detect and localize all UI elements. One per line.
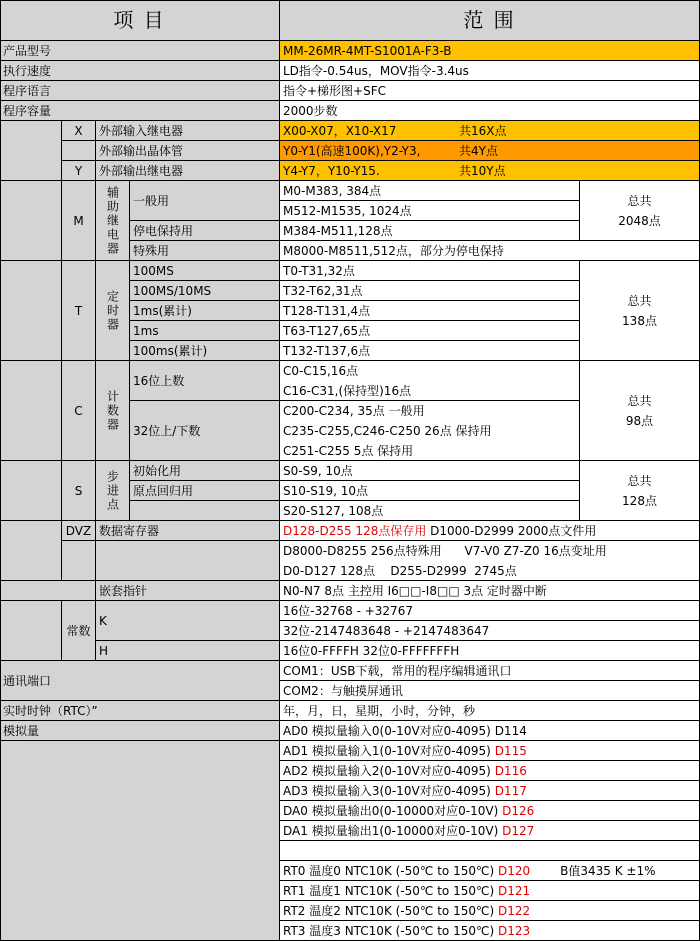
rtc-value: 年，月，日，星期，小时，分钟，秒 (280, 701, 700, 721)
lang-label: 程序语言 (0, 81, 280, 101)
t-r4: T63-T127,65点 (280, 321, 580, 341)
t-total-1: 总共 (627, 293, 652, 308)
m-blank (0, 181, 62, 261)
y1-label: 外部输出晶体管 (96, 141, 280, 161)
speed-value: LD指令-0.54us，MOV指令-3.4us (280, 61, 700, 81)
m-total-2: 2048点 (618, 213, 661, 228)
y2-value (280, 161, 700, 181)
t-s2: 100MS/10MS (130, 281, 280, 301)
rt2-text: RT2 温度2 NTC10K (-50℃ to 150℃) (283, 903, 495, 918)
ad1-reg: D115 (494, 743, 527, 758)
rt1-text: RT1 温度1 NTC10K (-50℃ to 150℃) (283, 883, 495, 898)
cap-value: 2000步数 (280, 101, 700, 121)
lang-value: 指令+梯形图+SFC (280, 81, 700, 101)
speed-label: 执行速度 (0, 61, 280, 81)
c-total-1: 总共 (627, 393, 652, 408)
ad3-text: AD3 模拟量输入3(0-10V对应0-4095) (283, 783, 491, 798)
c-s2: 32位上/下数 (130, 401, 280, 461)
da0-text: DA0 模拟量输出0(0-10000对应0-10V) (283, 803, 499, 818)
c-total (580, 361, 700, 461)
d-r2 (280, 541, 700, 581)
x-label: 外部输入继电器 (96, 121, 280, 141)
const-k1: 16位-32768 - +32767 (280, 601, 700, 621)
rt0-text: RT0 温度0 NTC10K (-50℃ to 150℃) (283, 863, 495, 878)
c-s1: 16位上数 (130, 361, 280, 401)
m-group: 辅助继电器 (96, 181, 130, 261)
s-s3-blank (130, 501, 280, 521)
x-count: 共16X点 (459, 123, 507, 138)
da1-reg: D127 (502, 823, 535, 838)
d-r1-red: D128-D255 128点保存用 (283, 523, 427, 538)
m-special: 特殊用 (130, 241, 280, 261)
m-r2: M512-M1535, 1024点 (280, 201, 580, 221)
t-code: T (62, 261, 96, 361)
da1-text: DA1 模拟量输出1(0-10000对应0-10V) (283, 823, 499, 838)
io-blank (0, 121, 62, 181)
analog-empty-row (280, 841, 700, 861)
comm-v1: COM1：USB下载，常用的程序编辑通讯口 (280, 661, 700, 681)
const-blank (0, 601, 62, 661)
const-h1: 16位0-FFFFH 32位0-FFFFFFFH (280, 641, 700, 661)
nest-value: N0-N7 8点 主控用 I6□□-I8□□ 3点 定时器中断 (280, 581, 700, 601)
t-s3: 1ms(累计) (130, 301, 280, 321)
t-r3: T128-T131,4点 (280, 301, 580, 321)
t-r1: T0-T31,32点 (280, 261, 580, 281)
analog-label: 模拟量 (0, 721, 280, 741)
s-total-2: 128点 (622, 493, 657, 508)
c-r2 (280, 401, 580, 461)
rt2-reg: D122 (497, 903, 531, 918)
c-blank (0, 361, 62, 461)
c-r2c: C251-C255 5点 保持用 (283, 443, 414, 458)
s-total (580, 461, 700, 521)
t-r5: T132-T137,6点 (280, 341, 580, 361)
d-r1-rest: D1000-D2999 2000点文件用 (426, 523, 597, 538)
rt0-reg: D120 (497, 863, 531, 878)
t-blank (0, 261, 62, 361)
analog-ad1 (280, 741, 700, 761)
m-r1: M0-M383, 384点 (280, 181, 580, 201)
da0-reg: D126 (502, 803, 535, 818)
d-code: DVZ (62, 521, 96, 541)
t-s1: 100MS (130, 261, 280, 281)
s-s1: 初始化用 (130, 461, 280, 481)
ad3-reg: D117 (494, 783, 527, 798)
analog-rt2 (280, 901, 700, 921)
m-latch: 停电保持用 (130, 221, 280, 241)
t-total (580, 261, 700, 361)
rt0-bvalue: B值3435 K ±1% (560, 863, 656, 878)
c-r2a: C200-C234, 35点 一般用 (283, 403, 425, 418)
c-r1b: C16-C31,(保持型)16点 (283, 383, 412, 398)
comm-label: 通讯端口 (0, 661, 280, 701)
y1-count: 共4Y点 (459, 143, 498, 158)
x-range: X00-X07，X10-X17 (283, 123, 397, 138)
y-code: Y (62, 161, 96, 181)
const-k2: 32位-2147483648 - +2147483647 (280, 621, 700, 641)
analog-blank (0, 741, 280, 941)
c-code: C (62, 361, 96, 461)
t-r2: T32-T62,31点 (280, 281, 580, 301)
comm-v2: COM2：与触摸屏通讯 (280, 681, 700, 701)
s-r1: S0-S9, 10点 (280, 461, 580, 481)
const-k: K (96, 601, 280, 641)
d-label: 数据寄存器 (96, 521, 280, 541)
c-r1a: C0-C15,16点 (283, 363, 359, 378)
d-r2a: D8000-D8255 256点特殊用 V7-V0 Z7-Z0 16点变址用 (283, 543, 607, 558)
cap-label: 程序容量 (0, 101, 280, 121)
s-blank (0, 461, 62, 521)
m-r4: M8000-M8511,512点，部分为停电保持 (280, 241, 700, 261)
analog-rt1 (280, 881, 700, 901)
ad0-text: AD0 模拟量输入0(0-10V对应0-4095) (283, 723, 491, 738)
d-r1 (280, 521, 700, 541)
analog-da0 (280, 801, 700, 821)
rt3-reg: D123 (497, 923, 531, 938)
model-label: 产品型号 (0, 41, 280, 61)
y2-count: 共10Y点 (459, 163, 506, 178)
d-code-blank (62, 541, 96, 581)
m-total (580, 181, 700, 241)
x-value (280, 121, 700, 141)
m-total-1: 总共 (627, 193, 652, 208)
ad1-text: AD1 模拟量输入1(0-10V对应0-4095) (283, 743, 491, 758)
s-r2: S10-S19, 10点 (280, 481, 580, 501)
c-r1 (280, 361, 580, 401)
y2-range: Y4-Y7，Y10-Y15. (283, 163, 380, 178)
y1-code-blank (62, 141, 96, 161)
nest-label: 嵌套指针 (96, 581, 280, 601)
analog-da1 (280, 821, 700, 841)
m-r3: M384-M511,128点 (280, 221, 580, 241)
t-group: 定时器 (96, 261, 130, 361)
ad0-reg: D114 (494, 723, 527, 738)
c-r2b: C235-C255,C246-C250 26点 保持用 (283, 423, 492, 438)
header-range: 范 围 (280, 0, 700, 41)
analog-rt0 (280, 861, 700, 881)
t-s4: 1ms (130, 321, 280, 341)
y2-label: 外部输出继电器 (96, 161, 280, 181)
nest-blank (0, 581, 96, 601)
c-group: 计数器 (96, 361, 130, 461)
m-code: M (62, 181, 96, 261)
rt1-reg: D121 (497, 883, 531, 898)
analog-ad0 (280, 721, 700, 741)
analog-ad3 (280, 781, 700, 801)
ad2-text: AD2 模拟量输入2(0-10V对应0-4095) (283, 763, 491, 778)
d-r2b: D0-D127 128点 D255-D2999 2745点 (283, 563, 517, 578)
x-code: X (62, 121, 96, 141)
model-value: MM-26MR-4MT-S1001A-F3-B (280, 41, 700, 61)
d-label-blank (96, 541, 280, 581)
header-item: 项 目 (0, 0, 280, 41)
d-blank (0, 521, 62, 581)
rtc-label: 实时时钟（RTC）” (0, 701, 280, 721)
s-total-1: 总共 (627, 473, 652, 488)
s-s2: 原点回归用 (130, 481, 280, 501)
s-group: 步进点 (96, 461, 130, 521)
ad2-reg: D116 (494, 763, 527, 778)
s-code: S (62, 461, 96, 521)
analog-rt3 (280, 921, 700, 941)
const-h: H (96, 641, 280, 661)
s-r3: S20-S127, 108点 (280, 501, 580, 521)
analog-ad2 (280, 761, 700, 781)
y1-value (280, 141, 700, 161)
t-total-2: 138点 (622, 313, 657, 328)
rt3-text: RT3 温度3 NTC10K (-50℃ to 150℃) (283, 923, 495, 938)
m-general: 一般用 (130, 181, 280, 221)
const-label: 常数 (62, 601, 96, 661)
t-s5: 100ms(累计) (130, 341, 280, 361)
y1-range: Y0-Y1(高速100K),Y2-Y3, (283, 143, 421, 158)
c-total-2: 98点 (625, 413, 654, 428)
